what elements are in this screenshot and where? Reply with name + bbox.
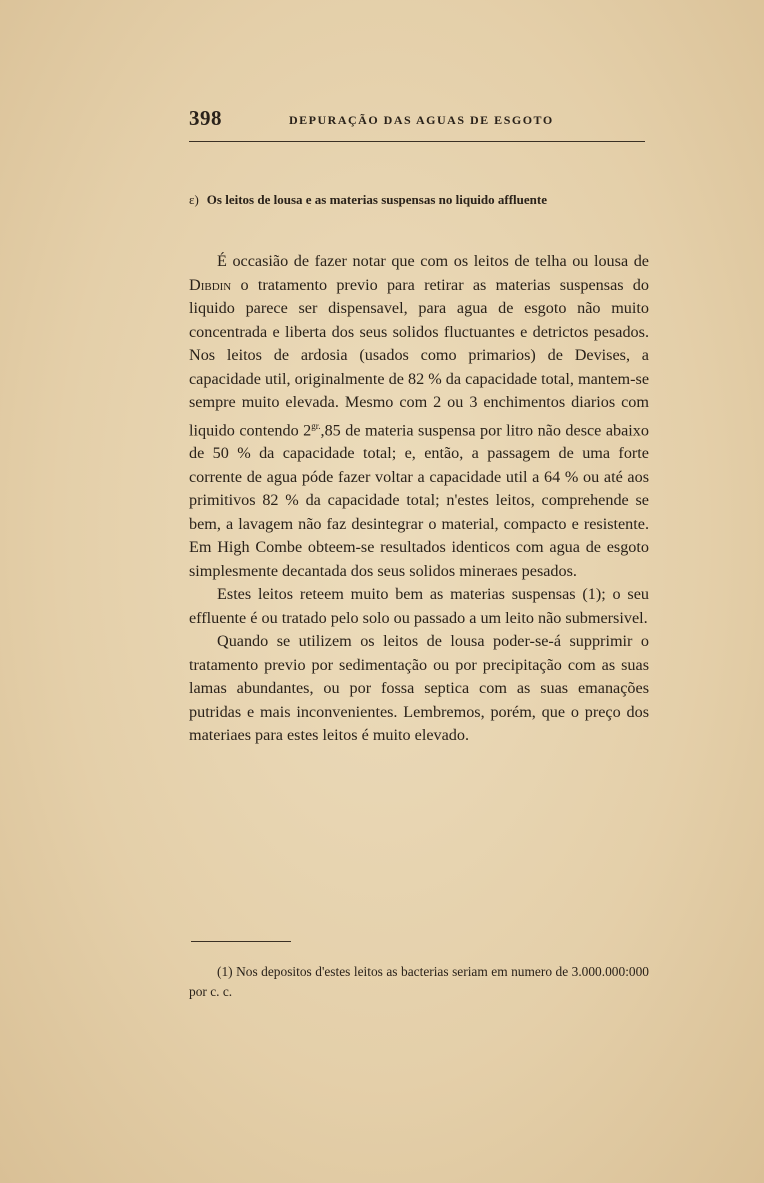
paragraph-2: Estes leitos reteem muito bem as materias suspensas (1); o seu effluente é ou tratado pelo solo ou passado a um leito não submersivel.	[189, 585, 649, 627]
unit-superscript: gr.	[311, 420, 321, 431]
paragraph-1-part-b: o tratamento previo para retirar as materias suspensas do liquido parece ser dispensavel, para agua de esgoto não muito concentrada e liberta dos seus solidos fluctuantes e detrictos pesados. Nos leitos de ardosia (usados como primarios) de Devises, a capacidade util, originalmente de 82 % da capacidade total, mantem-se sempre muito elevada. Mesmo com 2 ou 3 enchimentos diarios com liquido contendo 2	[189, 275, 649, 439]
footnote: (1) Nos depositos d'estes leitos as bacterias seriam em numero de 3.000.000:000 por c. c.	[189, 964, 649, 999]
paragraph-1	[189, 250, 649, 583]
section-heading	[189, 192, 649, 208]
section-marker: ε)	[189, 192, 199, 207]
running-title: DEPURAÇÃO DAS AGUAS DE ESGOTO	[289, 113, 554, 127]
author-name: Dibdin	[189, 275, 232, 294]
footnote-divider	[191, 941, 291, 942]
paragraph-3: Quando se utilizem os leitos de lousa poder-se-á supprimir o tratamento previo por sedimentação ou por precipitação com as suas lamas abundantes, ou por fossa septica com as suas emanações putridas e mais inconvenientes. Lembremos, porém, que o preço dos materiaes para estes leitos é muito elevado.	[189, 632, 649, 745]
paragraph-1-part-c: ,85 de materia suspensa por litro não desce abaixo de 50 % da capacidade total; e, então, a passagem de uma forte corrente de agua póde fazer voltar a capacidade util a 64 % ou até aos primitivos 82 % da capacidade total; n'estes leitos, comprehende se bem, a lavagem não faz desintegrar o material, compacto e resistente. Em High Combe obteem-se resultados identicos com agua de esgoto simplesmente decantada dos seus solidos mineraes pesados.	[189, 420, 649, 580]
body-text	[189, 250, 649, 748]
page-header	[189, 106, 645, 142]
paragraph-1-part-a: É occasião de fazer notar que com os leitos de telha ou lousa de	[217, 252, 649, 270]
section-heading-text: Os leitos de lousa e as materias suspensas no liquido affluente	[206, 192, 547, 207]
page-number: 398	[189, 106, 222, 130]
